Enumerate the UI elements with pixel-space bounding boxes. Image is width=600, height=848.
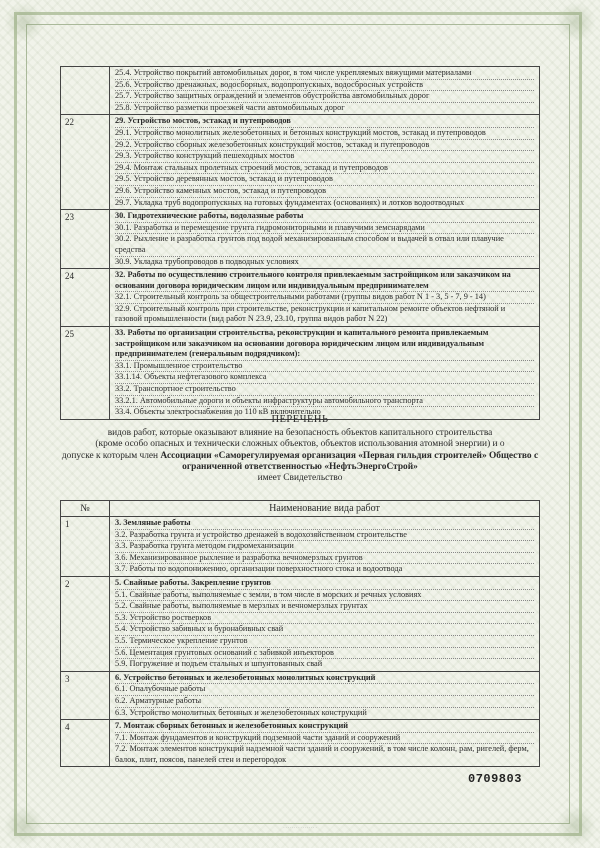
row-number	[61, 67, 110, 115]
row-work-types	[110, 269, 540, 327]
row-number: 23	[61, 210, 110, 269]
table-row	[61, 67, 540, 115]
work-type-item: 3.3. Разработка грунта методом гидромеханизации	[115, 541, 534, 553]
work-group-heading: 5. Свайные работы. Закрепление грунтов	[115, 578, 534, 590]
list-description-prefix: допуске к которым член	[61, 450, 161, 461]
work-type-item: 5.4. Устройство забивных и буронабивных свай	[115, 624, 534, 636]
serial-number: 0709803	[468, 772, 522, 786]
work-type-item: 29.6. Устройство каменных мостов, эстакад и путепроводов	[115, 186, 534, 198]
work-group-heading: 7. Монтаж сборных бетонных и железобетонных конструкций	[115, 721, 534, 733]
table-row	[61, 720, 540, 767]
work-type-item: 33.1. Промышленное строительство	[115, 361, 534, 373]
printer-imprint: · · · · · · · · · · · · · · · ·	[283, 826, 317, 830]
work-type-item: 5.3. Устройство ростверков	[115, 613, 534, 625]
row-number: 4	[61, 720, 110, 767]
table-row	[61, 327, 540, 420]
corner-ornament	[556, 2, 596, 42]
work-type-item: 29.3. Устройство конструкций пешеходных мостов	[115, 151, 534, 163]
row-number: 25	[61, 327, 110, 420]
work-type-item: 32.1. Строительный контроль за общестроительными работами (группы видов работ N 1 - 3, 5 - 7, 9 - 14)	[115, 292, 534, 304]
work-type-item: 5.1. Свайные работы, выполняемые с земли, в том числе в морских и речных условиях	[115, 590, 534, 602]
work-type-item: 33.4. Объекты электроснабжения до 110 кВ включительно	[115, 407, 321, 417]
work-type-item: 29.5. Устройство деревянных мостов, эстакад и путепроводов	[115, 174, 534, 186]
work-type-item: 29.1. Устройство монолитных железобетонных и бетонных конструкций мостов, эстакад и путепроводов	[115, 128, 534, 140]
column-header-name: Наименование вида работ	[110, 501, 540, 517]
work-type-item: 5.9. Погружение и подъем стальных и шпунтованных свай	[115, 659, 323, 669]
work-type-item: 25.6. Устройство дренажных, водосборных, водопропускных, водосбросных устройств	[115, 80, 534, 92]
organization-name: Ассоциации «Саморегулируемая организация «Первая гильдия строителей» Общество с ограниченной ответственностью «НефтьЭнергоСтрой»	[160, 450, 539, 472]
work-type-item: 5.2. Свайные работы, выполняемые в мерзлых и вечномерзлых грунтах	[115, 601, 534, 613]
row-work-types	[110, 327, 540, 420]
work-type-item: 6.1. Опалубочные работы	[115, 684, 534, 696]
list-description-line: видов работ, которые оказывают влияние на безопасность объектов капитального строительства	[107, 428, 493, 438]
row-work-types	[110, 720, 540, 767]
work-type-item: 7.1. Монтаж фундаментов и конструкций подземной части зданий и сооружений	[115, 733, 534, 745]
table-header-row	[61, 501, 540, 517]
work-type-item: 6.3. Устройство монолитных бетонных и железобетонных конструкций	[115, 707, 367, 717]
work-group-heading: 29. Устройство мостов, эстакад и путепроводов	[115, 116, 534, 128]
work-type-item: 25.7. Устройство защитных ограждений и элементов обустройства автомобильных дорог	[115, 91, 534, 103]
work-type-item: 7.2. Монтаж элементов конструкций надземной части зданий и сооружений, в том числе колонн, рам, ригелей, ферм, балок, плит, поясов, панелей стен и перегородок	[115, 744, 529, 764]
table-row	[61, 671, 540, 719]
work-type-item: 30.1. Разработка и перемещение грунта гидромониторными и плавучими земснарядами	[115, 223, 534, 235]
work-group-heading: 33. Работы по организации строительства, реконструкции и капитального ремонта привлекаемым застройщиком или заказчиком на основании договора юридическим лицом или индивидуальным предпринимателем (генеральным подрядчиком):	[115, 328, 534, 361]
row-number: 24	[61, 269, 110, 327]
list-description-line	[40, 451, 560, 474]
work-type-item: 30.2. Рыхление и разработка грунтов под водой механизированным способом и выдачей в отвал или плавучие средства	[115, 234, 534, 256]
work-group-heading: 6. Устройство бетонных и железобетонных монолитных конструкций	[115, 673, 534, 685]
work-type-item: 3.6. Механизированное рыхление и разработка вечномерзлых грунтов	[115, 553, 534, 565]
work-group-heading: 30. Гидротехнические работы, водолазные работы	[115, 211, 534, 223]
work-type-item: 30.9. Укладка трубопроводов в подводных условиях	[115, 256, 299, 266]
row-work-types	[110, 517, 540, 577]
work-type-item: 5.6. Цементация грунтовых оснований с забивкой инъекторов	[115, 648, 534, 660]
work-group-heading: 3. Земляные работы	[115, 518, 534, 530]
work-type-item: 25.4. Устройство покрытий автомобильных дорог, в том числе укрепляемых вяжущими материалами	[115, 68, 534, 80]
row-work-types	[110, 210, 540, 269]
row-number: 3	[61, 671, 110, 719]
row-number: 2	[61, 576, 110, 671]
work-type-item: 33.2. Транспортное строительство	[115, 384, 534, 396]
work-type-item: 29.7. Укладка труб водопропускных на готовых фундаментах (основаниях) и лотков водоотводных	[115, 197, 465, 207]
work-type-item: 3.7. Работы по водопонижению, организации поверхностного стока и водоотвода	[115, 564, 403, 574]
work-types-table	[60, 500, 540, 767]
work-type-item: 25.8. Устройство разметки проезжей части автомобильных дорог	[115, 102, 345, 112]
table-row	[61, 210, 540, 269]
work-type-item: 5.5. Термическое укрепление грунтов	[115, 636, 534, 648]
work-group-heading: 32. Работы по осуществлению строительного контроля привлекаемым застройщиком или заказчиком на основании договора юридическим лицом или индивидуальным предпринимателем	[115, 270, 534, 292]
row-work-types	[110, 671, 540, 719]
work-type-item: 29.4. Монтаж стальных пролетных строений мостов, эстакад и путепроводов	[115, 163, 534, 175]
work-type-item: 29.2. Устройство сборных железобетонных конструкций мостов, эстакад и путепроводов	[115, 140, 534, 152]
row-work-types	[110, 576, 540, 671]
work-type-item: 32.9. Строительный контроль при строительстве, реконструкции и капитальном ремонте объектов нефтяной и газовой промышленности (вид работ N 23.9, 23.10, группа видов работ N 22)	[115, 303, 506, 324]
table-row	[61, 115, 540, 210]
table-row	[61, 576, 540, 671]
row-work-types	[110, 67, 540, 115]
corner-ornament	[4, 2, 44, 42]
list-description-line: имеет Свидетельство	[257, 473, 343, 484]
work-type-item: 33.2.1. Автомобильные дороги и объекты инфраструктуры автомобильного транспорта	[115, 396, 534, 408]
corner-ornament	[4, 806, 44, 846]
list-description	[40, 428, 560, 484]
row-work-types	[110, 115, 540, 210]
list-title: ПЕРЕЧЕНЬ	[271, 414, 329, 425]
row-number: 22	[61, 115, 110, 210]
work-type-item: 3.2. Разработка грунта и устройство дренажей в водохозяйственном строительстве	[115, 530, 534, 542]
work-type-item: 33.1.14. Объекты нефтегазового комплекса	[115, 372, 534, 384]
row-number: 1	[61, 517, 110, 577]
table-row	[61, 269, 540, 327]
work-types-table-continued	[60, 66, 540, 420]
work-type-item: 6.2. Арматурные работы	[115, 696, 534, 708]
column-header-number: №	[61, 501, 110, 517]
list-description-line: (кроме особо опасных и технически сложных объектов, объектов использования атомной энергии) и о	[95, 439, 505, 450]
corner-ornament	[556, 806, 596, 846]
table-row	[61, 517, 540, 577]
